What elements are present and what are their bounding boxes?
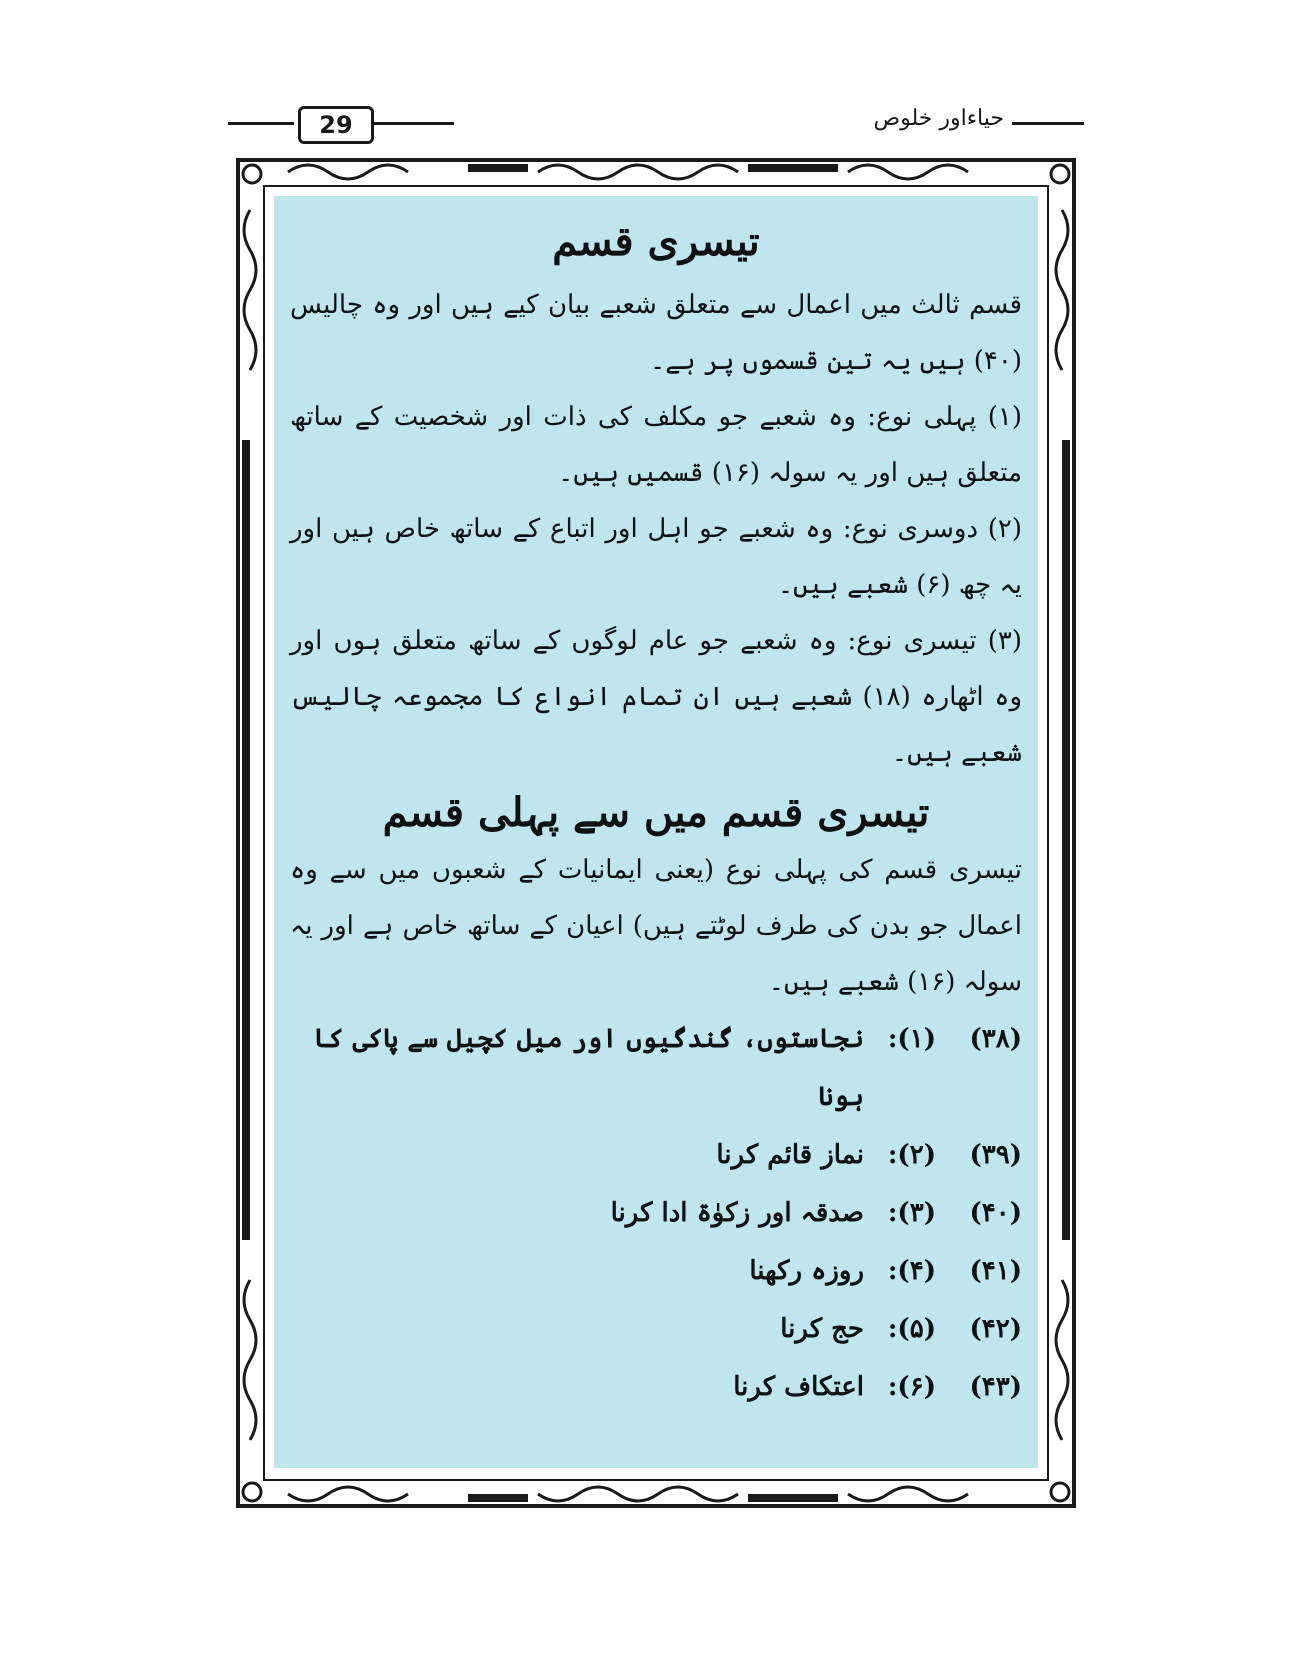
list-item [290,1126,1022,1184]
section1-item-2: (۲) دوسری نوع: وہ شعبے جو اہل اور اتباع کے ساتھ خاص ہیں اور یہ چھ (۶) شعبے ہیں۔ [290,514,1022,600]
item-number: (۴۰) [969,1198,1022,1228]
list-item [290,1300,1022,1358]
item-number: (۳۹) [969,1140,1022,1170]
item-text: نجاستوں، گندگیوں اور میل کچیل سے پاکی کا ہونا [313,1024,864,1112]
header-rule-left [228,122,294,125]
item-text: اعتکاف کرنا [733,1372,864,1402]
shuabe-list [290,1010,1022,1416]
item-sub-number: (۵): [887,1314,936,1344]
section-heading-first-of-third: تیسری قسم میں سے پہلی قسم [382,789,930,836]
item-sub-number: (۶): [887,1372,936,1402]
item-sub-number: (۳): [887,1198,936,1228]
item-text: حج کرنا [780,1314,864,1344]
item-number: (۴۲) [969,1314,1022,1344]
section1-intro: قسم ثالث میں اعمال سے متعلق شعبے بیان کیے ہیں اور وہ چالیس (۴۰) ہیں یہ تین قسموں پر ہے۔ [290,290,1022,376]
section-heading-third-category: تیسری قسم [552,218,760,265]
item-sub-number: (۱): [887,1024,936,1054]
header-rule-mid [374,122,454,125]
content-panel [274,196,1038,1468]
list-item [290,1358,1022,1416]
item-text: صدقہ اور زکوٰۃ ادا کرنا [610,1198,864,1228]
item-number: (۴۱) [969,1256,1022,1286]
item-text: روزہ رکھنا [749,1256,864,1286]
page-number: 29 [298,106,374,144]
item-number: (۴۳) [969,1372,1022,1402]
item-sub-number: (۴): [887,1256,936,1286]
item-sub-number: (۲): [887,1140,936,1170]
page-header [228,104,1084,148]
list-item [290,1010,1022,1126]
header-rule-right [1012,122,1084,125]
list-item [290,1242,1022,1300]
section1-item-1: (۱) پہلی نوع: وہ شعبے جو مکلف کی ذات اور شخصیت کے ساتھ متعلق ہیں اور یہ سولہ (۱۶) قسمیں ہیں۔ [290,402,1022,488]
list-item [290,1184,1022,1242]
running-title: حیاءاور خلوص [873,106,1004,131]
section2-intro: تیسری قسم کی پہلی نوع (یعنی ایمانیات کے شعبوں میں سے وہ اعمال جو بدن کی طرف لوٹتے ہیں) اعیان کے ساتھ خاص ہے اور یہ سولہ (۱۶) شعبے ہیں۔ [290,855,1022,997]
item-text: نماز قائم کرنا [716,1140,864,1170]
item-number: (۳۸) [969,1024,1022,1054]
section1-item-3: (۳) تیسری نوع: وہ شعبے جو عام لوگوں کے ساتھ متعلق ہوں اور وہ اٹھارہ (۱۸) شعبے ہیں ان تمام انواع کا مجموعہ چالیس شعبے ہیں۔ [290,626,1022,768]
